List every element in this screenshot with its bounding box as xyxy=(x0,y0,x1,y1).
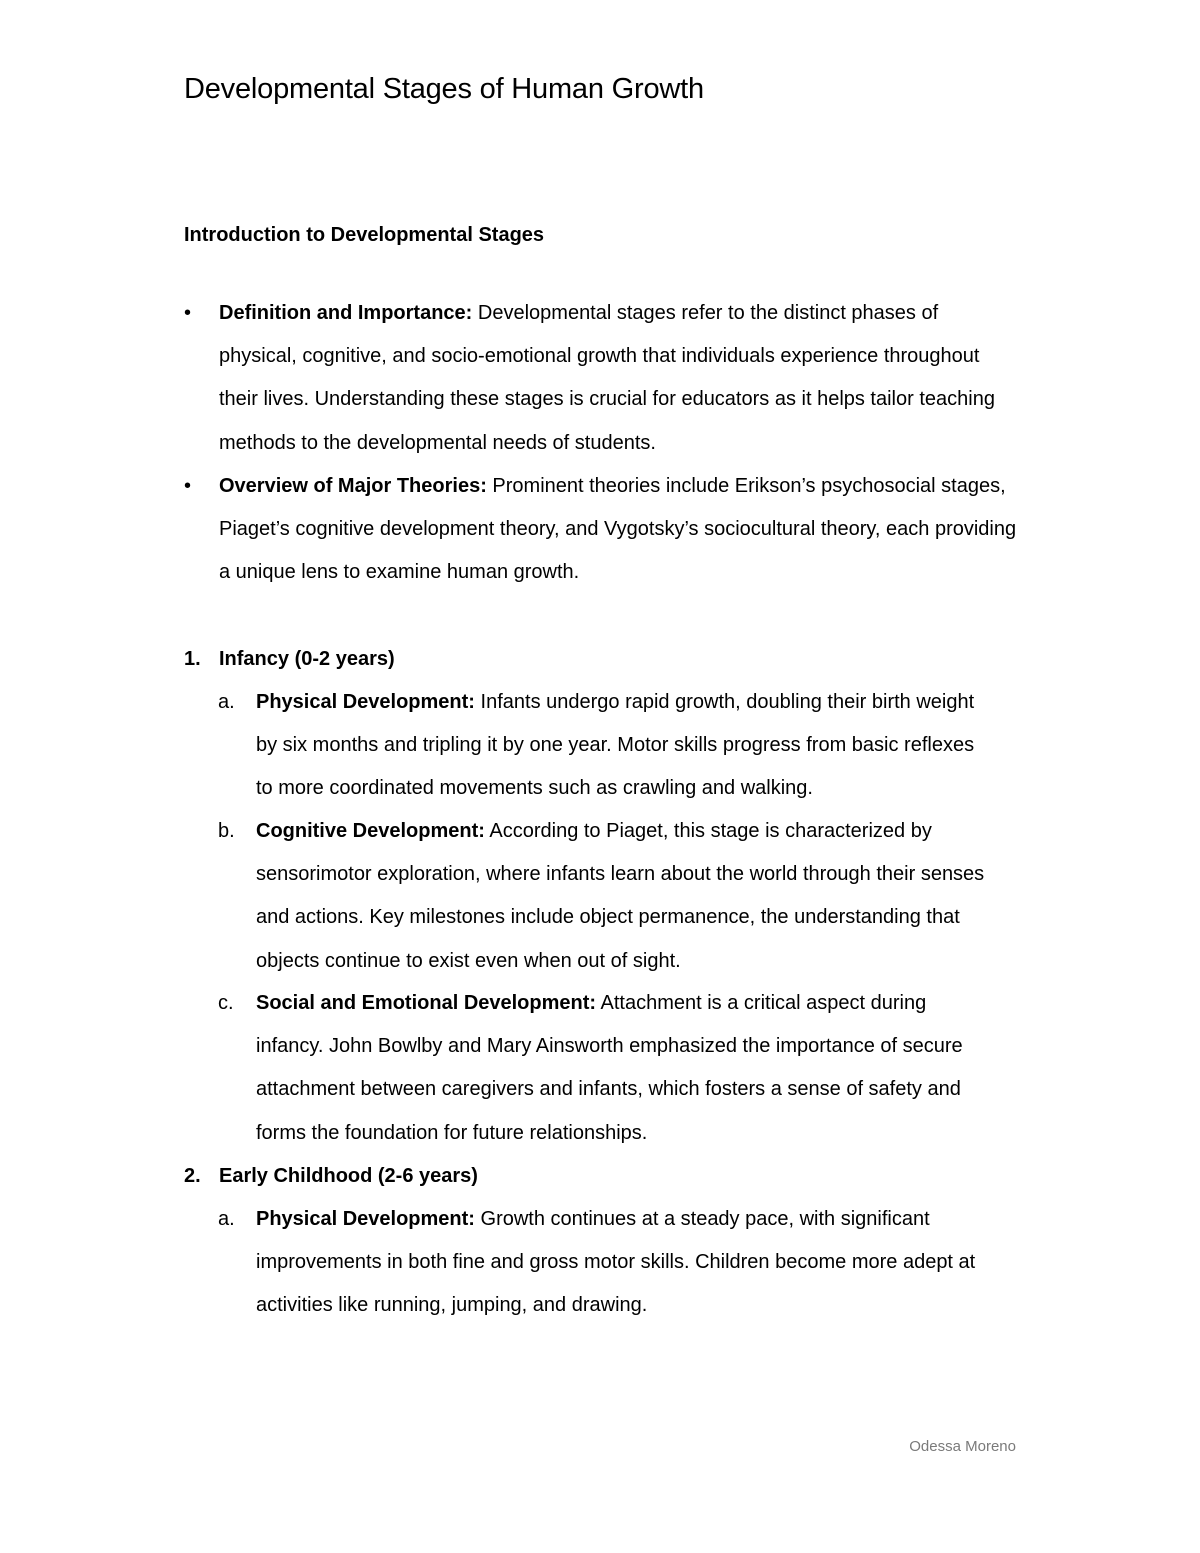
bullet-item-definition xyxy=(184,292,1009,465)
subitem-infancy-social-emotional xyxy=(218,982,996,1155)
stage-title: Early Childhood (2-6 years) xyxy=(219,1165,478,1187)
subitem-label: Physical Development: xyxy=(256,691,475,713)
subitem-body: Infants undergo rapid growth, doubling their birth weight by six months and tripling it by one year. Motor skills progress from basic reflexes to more coordinated movements such as crawling and walking. xyxy=(256,691,975,800)
subitem-text xyxy=(256,1198,1026,1328)
document-title: Developmental Stages of Human Growth xyxy=(184,73,704,105)
bullet-body: Developmental stages refer to the distinct phases of physical, cognitive, and socio-emotional growth that individuals experience throughout their lives. Understanding these stages is crucial for educators as it helps tailor teaching methods to the developmental needs of students. xyxy=(219,302,995,454)
bullet-label: Definition and Importance: xyxy=(219,302,473,324)
stage-number: 1. xyxy=(184,648,201,670)
stage-heading-infancy xyxy=(184,638,999,681)
subitem-letter: a. xyxy=(218,1208,235,1230)
bullet-text xyxy=(219,292,1009,465)
bullet-marker: • xyxy=(184,302,192,324)
bullet-text xyxy=(219,465,1019,595)
subitem-label: Cognitive Development: xyxy=(256,820,485,842)
subitem-infancy-physical xyxy=(218,681,996,811)
subitem-letter: c. xyxy=(218,992,234,1014)
subitem-text xyxy=(256,982,996,1155)
bullet-marker: • xyxy=(184,475,192,497)
subitem-body: According to Piaget, this stage is characterized by sensorimotor exploration, where infants learn about the world through their senses and actions. Key milestones include object permanence, the understanding that objects continue to exist even when out of sight. xyxy=(256,820,985,972)
subitem-label: Social and Emotional Development: xyxy=(256,992,597,1014)
bullet-body: Prominent theories include Erikson’s psychosocial stages, Piaget’s cognitive development theory, and Vygotsky’s sociocultural theory, each providing a unique lens to examine human growth. xyxy=(219,475,1017,584)
subitem-infancy-cognitive xyxy=(218,810,996,983)
stage-title: Infancy (0-2 years) xyxy=(219,648,395,670)
subitem-body: Attachment is a critical aspect during infancy. John Bowlby and Mary Ainsworth emphasized the importance of secure attachment between caregivers and infants, which fosters a sense of safety and forms the foundation for future relationships. xyxy=(256,992,963,1144)
stage-number: 2. xyxy=(184,1165,201,1187)
subitem-label: Physical Development: xyxy=(256,1208,475,1230)
subitem-letter: a. xyxy=(218,691,235,713)
footer-author: Odessa Moreno xyxy=(909,1438,1016,1455)
subitem-text xyxy=(256,681,996,811)
subitem-text xyxy=(256,810,996,983)
section-heading-introduction: Introduction to Developmental Stages xyxy=(184,224,545,246)
subitem-early-childhood-physical xyxy=(218,1198,1026,1328)
bullet-label: Overview of Major Theories: xyxy=(219,475,487,497)
stage-heading-early-childhood xyxy=(184,1155,999,1198)
bullet-item-theories xyxy=(184,465,1019,595)
subitem-body: Growth continues at a steady pace, with significant improvements in both fine and gross motor skills. Children become more adept at activities like running, jumping, and drawing. xyxy=(256,1208,976,1317)
subitem-letter: b. xyxy=(218,820,235,842)
